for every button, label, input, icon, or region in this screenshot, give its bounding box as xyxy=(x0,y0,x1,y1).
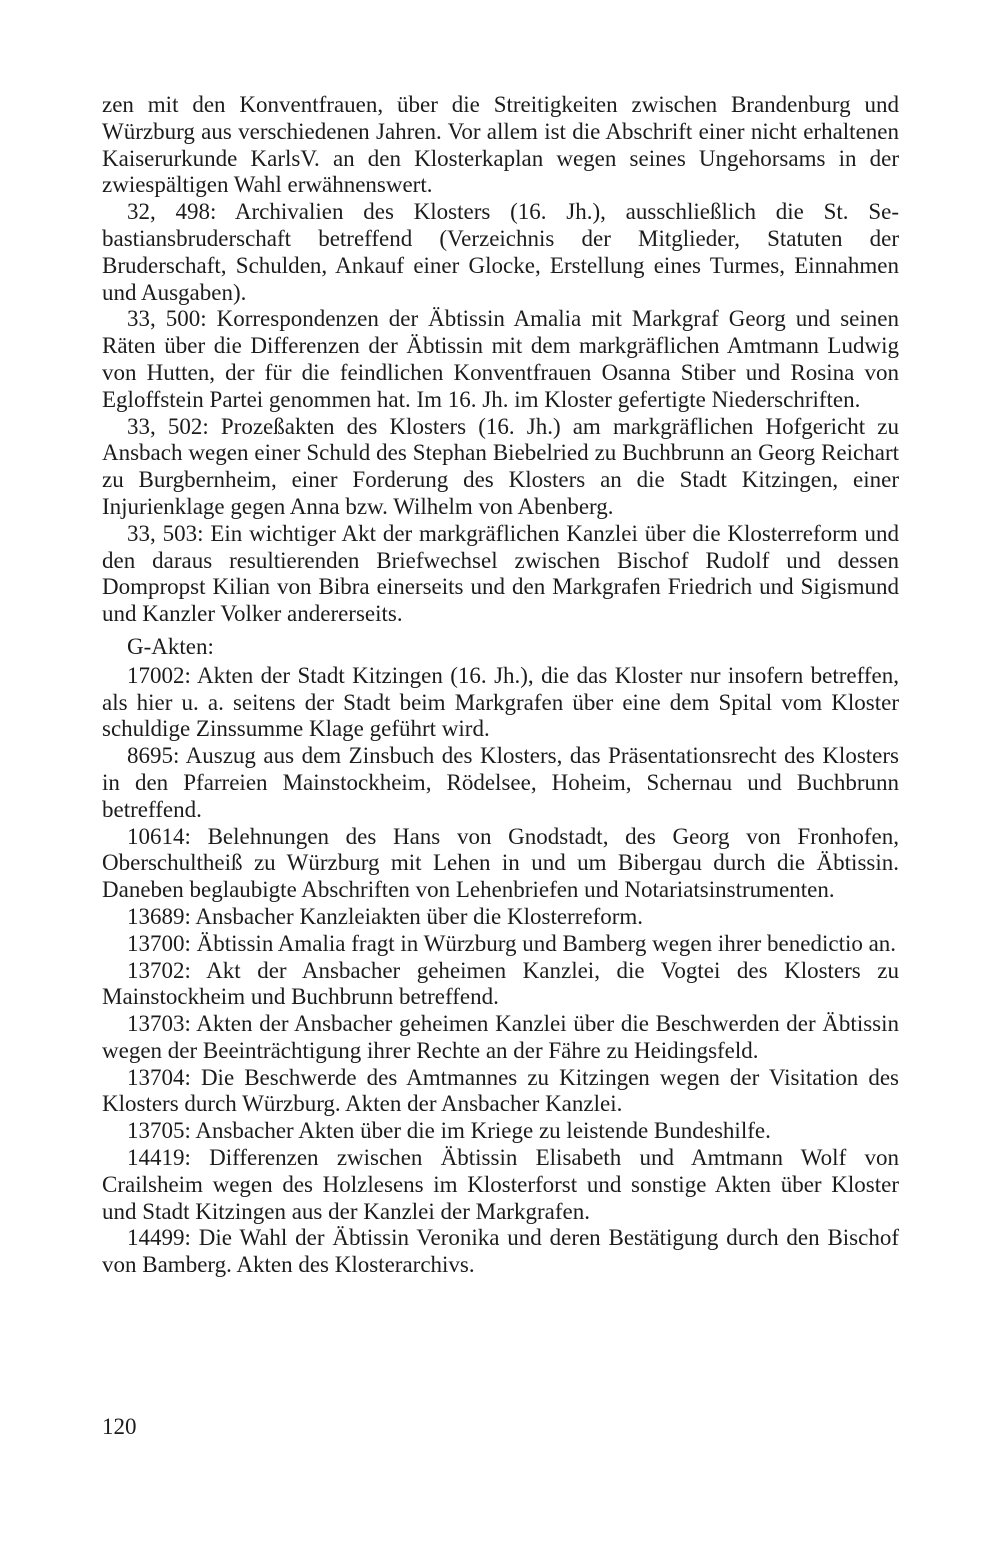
paragraph-continuation: zen mit den Konventfrauen, über die Streitigkeiten zwischen Brandenburg und Würzburg aus verschiedenen Jahren. Vor allem ist die Abschrift einer nicht erhaltenen Kaiserurkunde KarlsV. an den Klosterkaplan wegen seines Ungehorsams in der zwiespältigen Wahl erwähnenswert. xyxy=(102,92,899,198)
entry-13705: 13705: Ansbacher Akten über die im Kriege zu leistende Bundeshilfe. xyxy=(127,1118,771,1144)
entry-33-502: 33, 502: Prozeßakten des Klosters (16. Jh.) am markgräflichen Hofgericht zu Ansbach wegen einer Schuld des Stephan Biebelried zu Buchbrunn an Georg Reichart zu Burgbernheim, einer Forderung des Klosters an die Stadt Kitzingen, einer Injurienklage gegen Anna bzw. Wilhelm von Abenberg. xyxy=(102,413,899,519)
page-number: 120 xyxy=(102,1414,137,1439)
body-text xyxy=(102,92,899,1279)
entry-32-498: 32, 498: Archivalien des Klosters (16. Jh.), ausschließlich die St. Sebastiansbruderschaft betreffend (Verzeichnis der Mitglieder, Statuten der Bruderschaft, Schulden, Ankauf einer Glocke, Erstellung eines Turmes, Einnahmen und Ausgaben). xyxy=(102,199,899,305)
entry-13700: 13700: Äbtissin Amalia fragt in Würzburg und Bamberg wegen ihrer benedictio an. xyxy=(127,930,897,956)
section-heading-g-akten: G-Akten: xyxy=(127,633,214,659)
entry-13689: 13689: Ansbacher Kanzleiakten über die Klosterreform. xyxy=(127,903,644,929)
entry-13704: 13704: Die Beschwerde des Amtmannes zu Kitzingen wegen der Visitation des Klosters durch Würzburg. Akten der Ansbacher Kanzlei. xyxy=(102,1064,899,1117)
entry-14499: 14499: Die Wahl der Äbtissin Veronika und deren Bestätigung durch den Bischof von Bamberg. Akten des Klosterarchivs. xyxy=(102,1225,899,1278)
entry-13703: 13703: Akten der Ansbacher geheimen Kanzlei über die Beschwerden der Äbtissin wegen der Beeinträchtigung ihrer Rechte an der Fähre zu Heidingsfeld. xyxy=(102,1011,899,1063)
entry-8695: 8695: Auszug aus dem Zinsbuch des Klosters, das Präsentationsrecht des Klosters in den Pfarreien Mainstockheim, Rödelsee, Hoheim, Schernau und Buchbrunn betreffend. xyxy=(102,743,899,822)
entry-13702: 13702: Akt der Ansbacher geheimen Kanzlei, die Vogtei des Klosters zu Mainstockheim und Buchbrunn betreffend. xyxy=(102,957,899,1010)
entry-33-500: 33, 500: Korrespondenzen der Äbtissin Amalia mit Markgraf Georg und seinen Räten über die Differenzen der Äbtissin mit dem markgräflichen Amtmann Ludwig von Hutten, der für die feindlichen Konventfrauen Osanna Stiber und Rosina von Egloffstein Partei genommen hat. Im 16. Jh. im Kloster gefertigte Niederschriften. xyxy=(102,306,899,412)
entry-33-503: 33, 503: Ein wichtiger Akt der markgräflichen Kanzlei über die Klosterreform und den daraus resultierenden Briefwechsel zwischen Bischof Rudolf und dessen Dompropst Kilian von Bibra einerseits und den Markgrafen Friedrich und Sigismund und Kanzler Volker andererseits. xyxy=(102,520,899,627)
entry-10614: 10614: Belehnungen des Hans von Gnodstadt, des Georg von Fronhofen, Oberschultheiß zu Würzburg mit Lehen in und um Bibergau durch die Äbtissin. Daneben beglaubigte Abschriften von Lehenbriefen und Notariatsinstrumenten. xyxy=(102,823,899,903)
entry-17002: 17002: Akten der Stadt Kitzingen (16. Jh.), die das Kloster nur insofern betreffen, als hier u. a. seitens der Stadt beim Markgrafen über eine dem Spital vom Kloster schuldige Zinssumme Klage geführt wird. xyxy=(102,662,899,742)
entry-14419: 14419: Differenzen zwischen Äbtissin Elisabeth und Amtmann Wolf von Crailsheim wegen des Holzlesens im Klosterforst und sonstige Akten über Kloster und Stadt Kitzingen aus der Kanzlei der Markgrafen. xyxy=(102,1145,899,1224)
